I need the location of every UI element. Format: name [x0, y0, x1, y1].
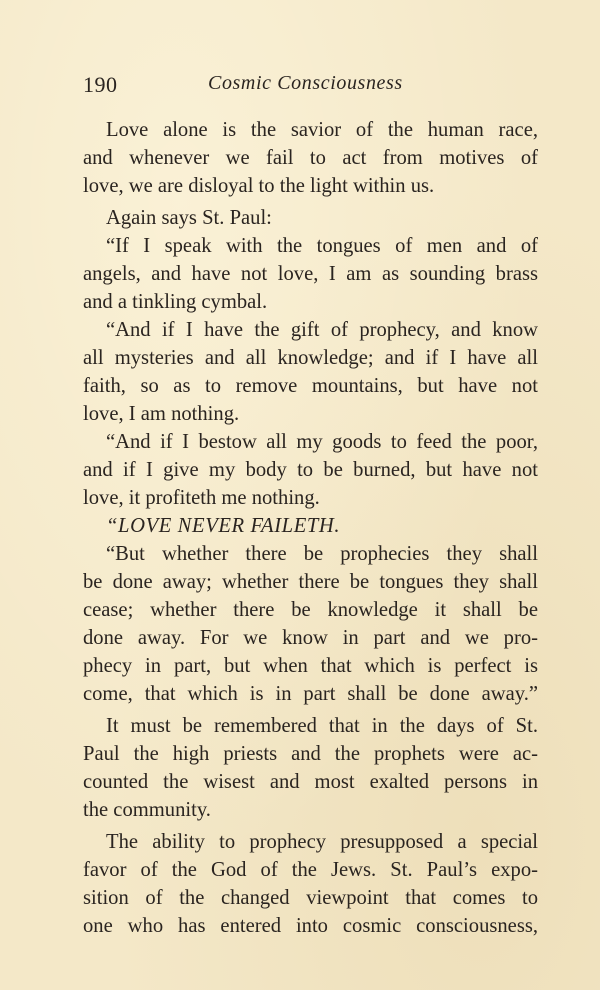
text-line: phecy in part, but when that which is perfect is: [83, 655, 538, 677]
text-line: Love alone is the savior of the human race,: [106, 119, 538, 141]
text-line: Again says St. Paul:: [106, 207, 272, 229]
text-line: one who has entered into cosmic consciousness,: [83, 915, 538, 937]
text-line: and if I give my body to be burned, but have not: [83, 459, 538, 481]
page-number: 190: [83, 72, 118, 97]
text-line: Paul the high priests and the prophets were ac-: [83, 743, 538, 765]
text-line: angels, and have not love, I am as sounding brass: [83, 263, 538, 285]
text-line: favor of the God of the Jews. St. Paul’s expo-: [83, 859, 538, 881]
text-line: “LOVE NEVER FAILETH.: [106, 515, 341, 537]
text-line: “And if I bestow all my goods to feed the poor,: [106, 431, 538, 453]
running-title: Cosmic Consciousness: [208, 72, 403, 94]
text-line: and a tinkling cymbal.: [83, 291, 268, 313]
text-line: and whenever we fail to act from motives of: [83, 147, 538, 169]
body-text: [83, 116, 538, 940]
text-line: The ability to prophecy presupposed a special: [106, 831, 538, 853]
text-line: It must be remembered that in the days of St.: [106, 715, 538, 737]
page-header: [83, 72, 538, 100]
text-line: “And if I have the gift of prophecy, and know: [106, 319, 538, 341]
text-line: love, we are disloyal to the light within us.: [83, 175, 435, 197]
text-line: love, it profiteth me nothing.: [83, 487, 320, 509]
text-line: come, that which is in part shall be done away.”: [83, 683, 538, 705]
text-line: be done away; whether there be tongues they shall: [83, 571, 538, 593]
text-line: done away. For we know in part and we pro-: [83, 627, 538, 649]
text-line: sition of the changed viewpoint that comes to: [83, 887, 538, 909]
text-line: the community.: [83, 799, 211, 821]
text-line: “If I speak with the tongues of men and of: [106, 235, 538, 257]
text-line: counted the wisest and most exalted persons in: [83, 771, 538, 793]
text-line: love, I am nothing.: [83, 403, 240, 425]
text-line: cease; whether there be knowledge it shall be: [83, 599, 538, 621]
text-line: all mysteries and all knowledge; and if I have all: [83, 347, 538, 369]
text-line: faith, so as to remove mountains, but have not: [83, 375, 538, 397]
text-line: “But whether there be prophecies they shall: [106, 543, 538, 565]
